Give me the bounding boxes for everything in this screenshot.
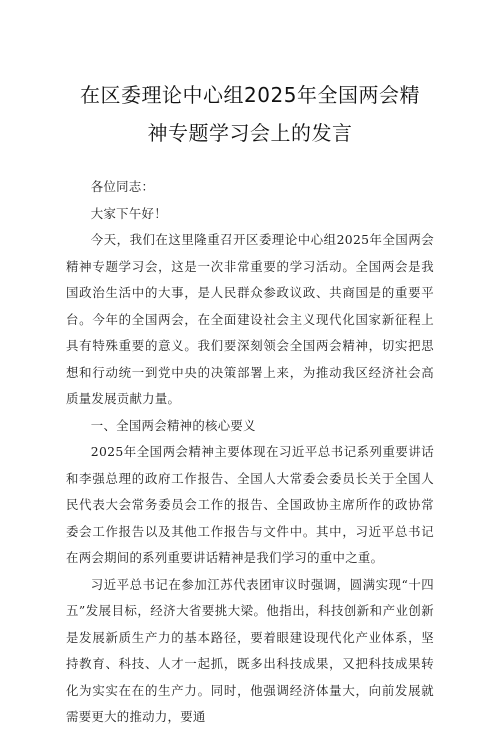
paragraph-jiangsu: 习近平总书记在参加江苏代表团审议时强调，圆满实现“十四五”发展目标，经济大省要挑大梁。他指出，科技创新和产业创新是发展新质生产力的基本路径，要着眼建设现代化产业体系，坚持教育、科技、人才一起抓，既多出科技成果，又把科技成果转化为实实在在的生产力。同时，他强调经济体量大，向前发展就需要更大的推动力，要通 [66,576,434,724]
greeting: 大家下午好！ [90,205,167,221]
paragraph-intro: 今天，我们在这里隆重召开区委理论中心组2025年全国两会精神专题学习会，这是一次非常重要的学习活动。全国两会是我国政治生活中的大事，是人民群众参政议政、共商国是的重要平台。今年的全国两会，在全面建设社会主义现代化国家新征程上具有特殊重要的意义。我们要深刻领会全国两会精神，切实把思想和行动统一到党中央的决策部署上来，为推动我区经济社会高质量发展贡献力量。 [66,232,434,406]
title-line-2: 神专题学习会上的发言 [147,121,353,145]
paragraph-core-points: 2025年全国两会精神主要体现在习近平总书记系列重要讲话和李强总理的政府工作报告、全国人大常委会委员长关于全国人民代表大会常务委员会工作的报告、全国政协主席所作的政协常委会工作报告以及其他工作报告与文件中。其中，习近平总书记在两会期间的系列重要讲话精神是我们学习的重中之重。 [66,444,434,565]
section-heading: 一、全国两会精神的核心要义 [90,417,256,433]
salutation: 各位同志： [90,179,155,194]
document-body [66,174,434,731]
title-line-1: 在区委理论中心组2025年全国两会精 [80,83,420,107]
document-title [66,0,434,152]
